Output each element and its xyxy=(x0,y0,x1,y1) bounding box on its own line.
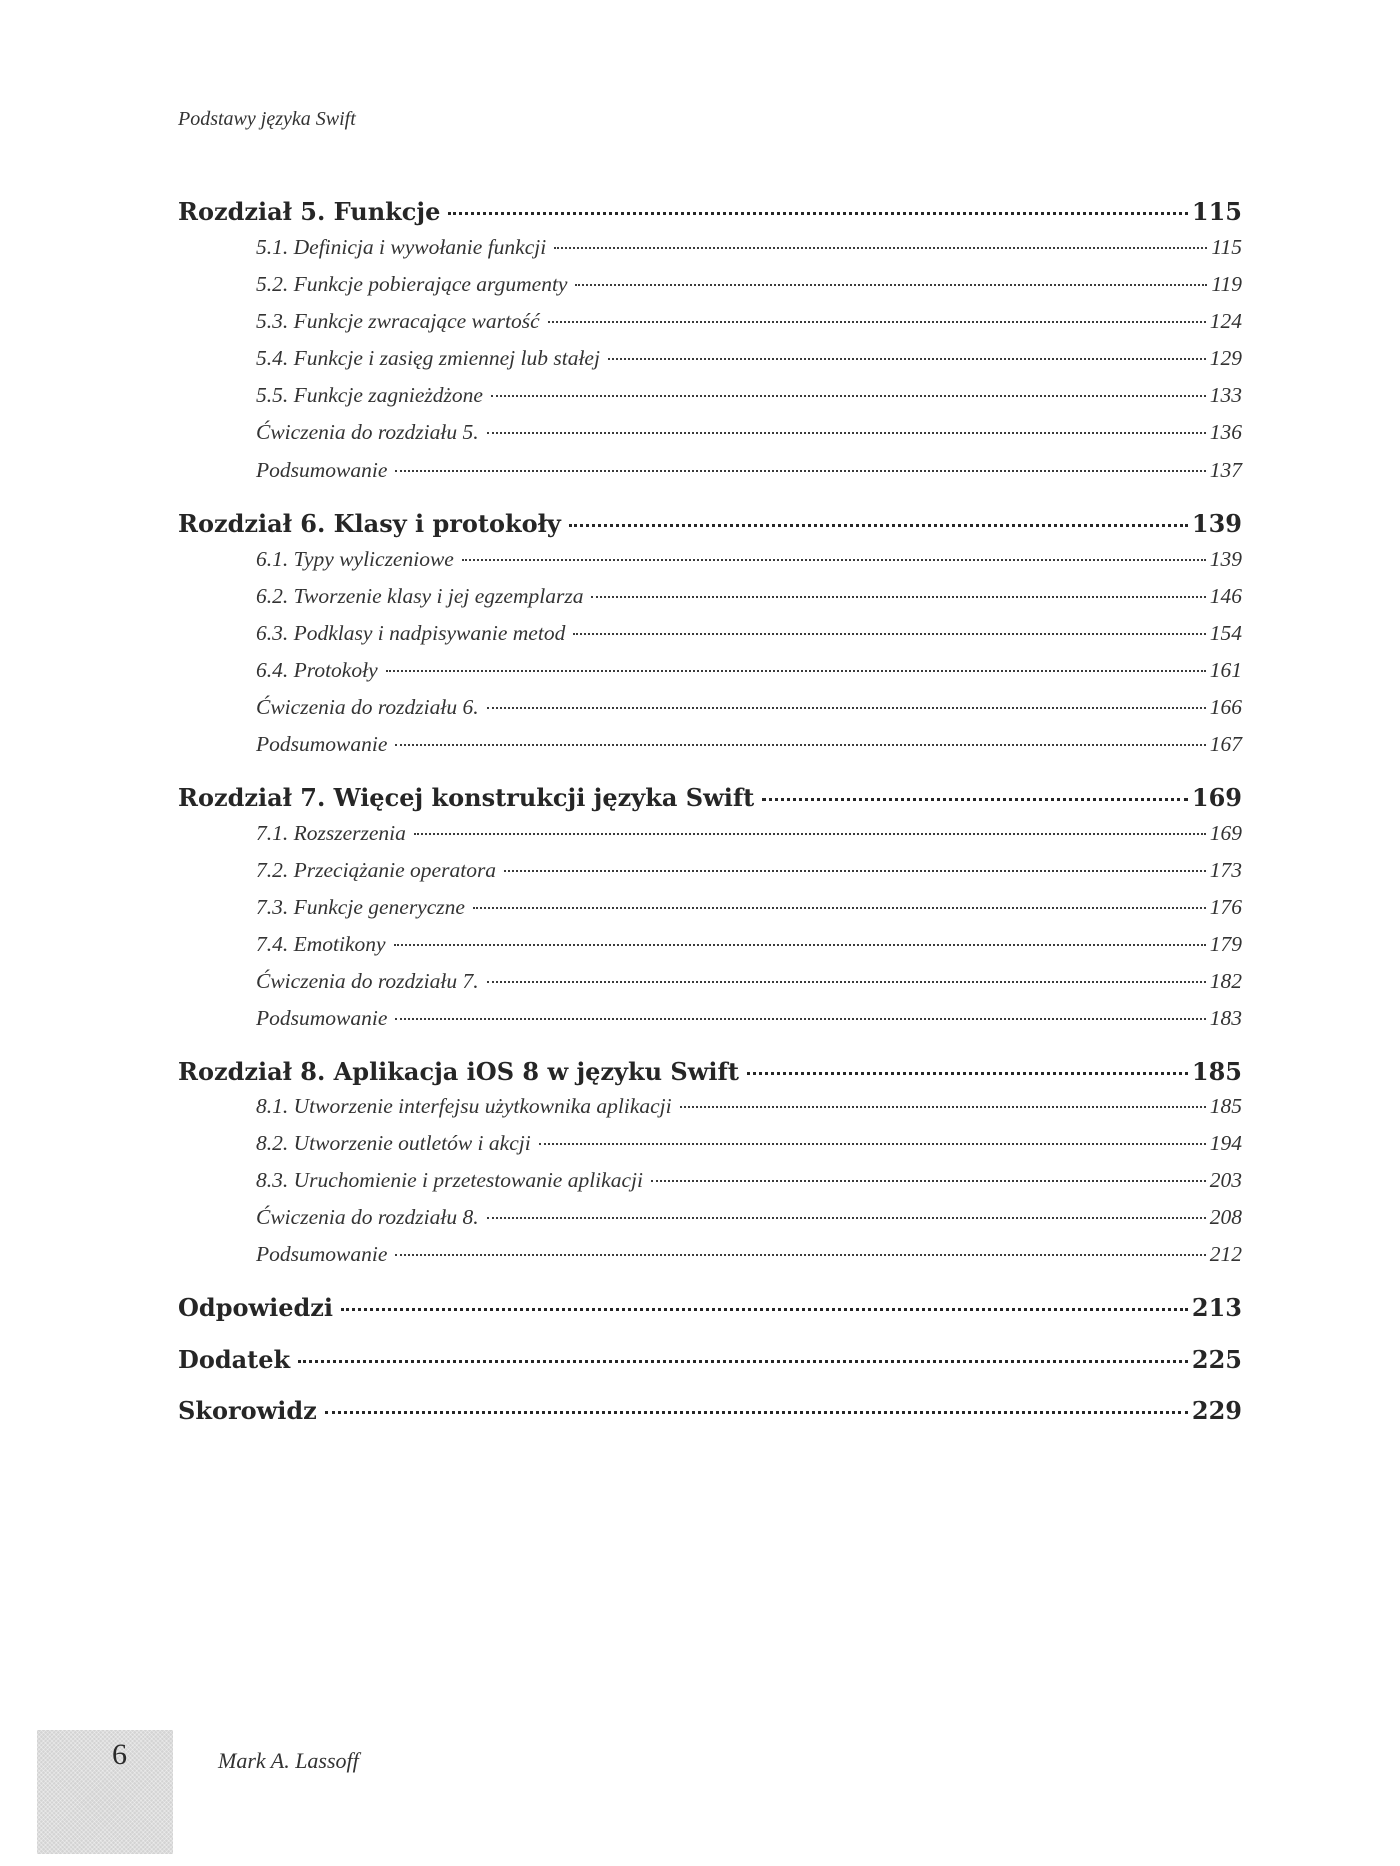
toc-page-number: 176 xyxy=(1209,895,1242,919)
toc-dot-leader xyxy=(414,833,1206,835)
toc-dot-leader xyxy=(747,1072,1188,1075)
toc-section-entry xyxy=(178,1094,1242,1119)
page-number: 6 xyxy=(112,1738,127,1771)
toc-entry-title: Rozdział 7. Więcej konstrukcji języka Swift xyxy=(178,783,755,812)
toc-page-number: 182 xyxy=(1209,969,1242,993)
toc-dot-leader xyxy=(487,707,1206,709)
toc-dot-leader xyxy=(491,395,1206,397)
toc-entry-title: Podsumowanie xyxy=(256,1006,388,1030)
toc-page-number: 169 xyxy=(1191,783,1242,812)
toc-entry-title: 5.3. Funkcje zwracające wartość xyxy=(256,309,540,333)
toc-dot-leader xyxy=(504,870,1206,872)
toc-page-number: 161 xyxy=(1209,658,1242,682)
toc-chapter-entry xyxy=(178,197,1242,226)
toc-dot-leader xyxy=(462,559,1206,561)
toc-section-entry xyxy=(178,732,1242,757)
toc-page-number: 173 xyxy=(1209,858,1242,882)
toc-page-number: 137 xyxy=(1209,458,1242,482)
toc-dot-leader xyxy=(569,524,1188,527)
toc-page-number: 169 xyxy=(1209,821,1242,845)
toc-entry-title: 7.2. Przeciążanie operatora xyxy=(256,858,497,882)
toc-entry-title: 6.1. Typy wyliczeniowe xyxy=(256,547,454,571)
toc-entry-title: 6.4. Protokoły xyxy=(256,658,378,682)
toc-page-number: 229 xyxy=(1191,1396,1242,1425)
toc-entry-title: Skorowidz xyxy=(178,1396,317,1425)
toc-dot-leader xyxy=(448,212,1188,215)
toc-page-number: 136 xyxy=(1209,420,1242,444)
toc-section-entry xyxy=(178,1168,1242,1193)
toc-entry-title: 5.5. Funkcje zagnieżdżone xyxy=(256,383,483,407)
toc-section-entry xyxy=(178,346,1242,371)
toc-dot-leader xyxy=(762,798,1188,801)
toc-entry-title: Ćwiczenia do rozdziału 5. xyxy=(256,420,479,444)
toc-page-number: 225 xyxy=(1191,1345,1242,1374)
toc-dot-leader xyxy=(548,321,1206,323)
toc-section-entry xyxy=(178,458,1242,483)
toc-chapter-entry xyxy=(178,1345,1242,1374)
toc-page-number: 154 xyxy=(1209,621,1242,645)
toc-dot-leader xyxy=(651,1180,1206,1182)
toc-section-entry xyxy=(178,932,1242,957)
toc-entry-title: 5.4. Funkcje i zasięg zmiennej lub stałej xyxy=(256,346,600,370)
footer-author: Mark A. Lassoff xyxy=(218,1748,359,1773)
toc-dot-leader xyxy=(394,944,1206,946)
toc-dot-leader xyxy=(395,1254,1205,1256)
toc-entry-title: Ćwiczenia do rozdziału 6. xyxy=(256,695,479,719)
toc-page-number: 129 xyxy=(1209,346,1242,370)
toc-page-number: 124 xyxy=(1209,309,1242,333)
running-header: Podstawy języka Swift xyxy=(178,108,356,130)
toc-page-number: 185 xyxy=(1191,1057,1242,1086)
toc-page-number: 119 xyxy=(1211,272,1242,296)
toc-page-number: 115 xyxy=(1191,197,1242,226)
toc-dot-leader xyxy=(575,284,1207,286)
toc-dot-leader xyxy=(554,247,1207,249)
toc-section-entry xyxy=(178,858,1242,883)
toc-page-number: 146 xyxy=(1209,584,1242,608)
toc-dot-leader xyxy=(395,1018,1205,1020)
toc-chapter-entry xyxy=(178,1293,1242,1322)
toc-section-entry xyxy=(178,695,1242,720)
toc-entry-title: Podsumowanie xyxy=(256,458,388,482)
toc-page-number: 203 xyxy=(1209,1168,1242,1192)
toc-section-entry xyxy=(178,1006,1242,1031)
toc-page-number: 194 xyxy=(1209,1131,1242,1155)
toc-entry-title: 5.1. Definicja i wywołanie funkcji xyxy=(256,235,547,259)
toc-page-number: 139 xyxy=(1209,547,1242,571)
toc-dot-leader xyxy=(386,670,1206,672)
toc-page-number: 167 xyxy=(1209,732,1242,756)
toc-page-number: 139 xyxy=(1191,509,1242,538)
toc-chapter-entry xyxy=(178,1396,1242,1425)
toc-dot-leader xyxy=(487,432,1206,434)
toc-entry-title: 7.4. Emotikony xyxy=(256,932,386,956)
toc-dot-leader xyxy=(680,1106,1206,1108)
toc-section-entry xyxy=(178,1205,1242,1230)
toc-entry-title: Ćwiczenia do rozdziału 8. xyxy=(256,1205,479,1229)
toc-entry-title: 8.2. Utworzenie outletów i akcji xyxy=(256,1131,531,1155)
toc-chapter-entry xyxy=(178,509,1242,538)
toc-section-entry xyxy=(178,621,1242,646)
toc-chapter-entry xyxy=(178,783,1242,812)
toc-section-entry xyxy=(178,420,1242,445)
toc-dot-leader xyxy=(341,1308,1188,1311)
toc-entry-title: Ćwiczenia do rozdziału 7. xyxy=(256,969,479,993)
toc-entry-title: Rozdział 6. Klasy i protokoły xyxy=(178,509,561,538)
toc-page-number: 212 xyxy=(1209,1242,1242,1266)
toc-section-entry xyxy=(178,1242,1242,1267)
toc-section-entry xyxy=(178,969,1242,994)
toc-section-entry xyxy=(178,235,1242,260)
toc-section-entry xyxy=(178,584,1242,609)
toc-entry-title: Podsumowanie xyxy=(256,732,388,756)
toc-section-entry xyxy=(178,309,1242,334)
toc-entry-title: 6.3. Podklasy i nadpisywanie metod xyxy=(256,621,566,645)
toc-page-number: 185 xyxy=(1209,1094,1242,1118)
toc-entry-title: 7.3. Funkcje generyczne xyxy=(256,895,465,919)
toc-dot-leader xyxy=(539,1143,1206,1145)
toc-page-number: 179 xyxy=(1209,932,1242,956)
toc-chapter-entry xyxy=(178,1057,1242,1086)
page-number-block xyxy=(37,1730,173,1854)
toc-section-entry xyxy=(178,547,1242,572)
toc-dot-leader xyxy=(298,1360,1188,1363)
toc-page-number: 115 xyxy=(1211,235,1242,259)
toc-entry-title: 7.1. Rozszerzenia xyxy=(256,821,406,845)
toc-entry-title: 6.2. Tworzenie klasy i jej egzemplarza xyxy=(256,584,584,608)
toc-section-entry xyxy=(178,658,1242,683)
toc-section-entry xyxy=(178,272,1242,297)
toc-entry-title: 8.1. Utworzenie interfejsu użytkownika aplikacji xyxy=(256,1094,672,1118)
toc-page-number: 208 xyxy=(1209,1205,1242,1229)
toc-page-number: 133 xyxy=(1209,383,1242,407)
toc-dot-leader xyxy=(591,596,1205,598)
toc-entry-title: 5.2. Funkcje pobierające argumenty xyxy=(256,272,568,296)
toc-section-entry xyxy=(178,821,1242,846)
toc-dot-leader xyxy=(395,744,1205,746)
toc-dot-leader xyxy=(473,907,1206,909)
toc-dot-leader xyxy=(487,981,1206,983)
toc-dot-leader xyxy=(487,1217,1206,1219)
toc-dot-leader xyxy=(608,358,1206,360)
toc-section-entry xyxy=(178,1131,1242,1156)
toc-entry-title: 8.3. Uruchomienie i przetestowanie aplikacji xyxy=(256,1168,643,1192)
toc-dot-leader xyxy=(573,633,1205,635)
toc-section-entry xyxy=(178,383,1242,408)
toc-entry-title: Rozdział 8. Aplikacja iOS 8 w języku Swift xyxy=(178,1057,739,1086)
toc-page-number: 213 xyxy=(1191,1293,1242,1322)
toc-section-entry xyxy=(178,895,1242,920)
toc-page-number: 166 xyxy=(1209,695,1242,719)
toc-page-number: 183 xyxy=(1209,1006,1242,1030)
toc-entry-title: Rozdział 5. Funkcje xyxy=(178,197,441,226)
toc-entry-title: Dodatek xyxy=(178,1345,291,1374)
toc-dot-leader xyxy=(395,470,1205,472)
toc-dot-leader xyxy=(325,1411,1188,1414)
toc-entry-title: Podsumowanie xyxy=(256,1242,388,1266)
toc-entry-title: Odpowiedzi xyxy=(178,1293,334,1322)
